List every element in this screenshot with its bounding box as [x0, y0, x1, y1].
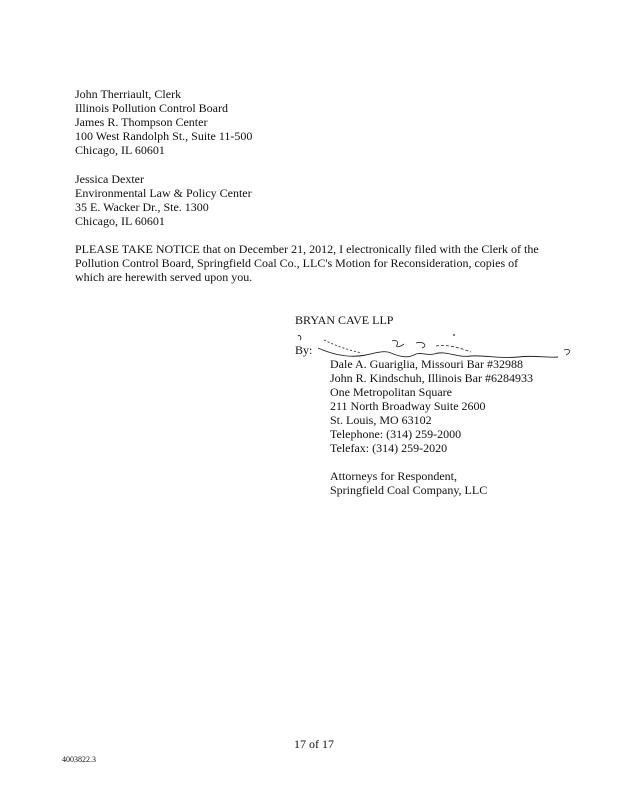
signer-line: 211 North Broadway Suite 2600 — [330, 399, 486, 413]
notice-line: Pollution Control Board, Springfield Coal Co., LLC's Motion for Reconsideration, copies of — [75, 256, 519, 270]
address-line: 100 West Randolph St., Suite 11-500 — [75, 129, 253, 143]
page-number: 17 of 17 — [294, 737, 334, 751]
document-id: 4003822.3 — [62, 755, 96, 764]
signer-line: One Metropolitan Square — [330, 385, 452, 399]
recipient-address-dexter — [75, 172, 252, 228]
address-line: Illinois Pollution Control Board — [75, 101, 229, 115]
notice-paragraph — [75, 242, 565, 284]
signer-line: St. Louis, MO 63102 — [330, 413, 432, 427]
address-line: 35 E. Wacker Dr., Ste. 1300 — [75, 200, 209, 214]
notice-line: which are herewith served upon you. — [75, 270, 253, 284]
address-line: Chicago, IL 60601 — [75, 214, 165, 228]
address-line: James R. Thompson Center — [75, 115, 208, 129]
firm-name: BRYAN CAVE LLP — [295, 313, 394, 327]
address-line: Environmental Law & Policy Center — [75, 186, 252, 200]
recipient-address-clerk — [75, 87, 252, 157]
attorneys-for-block — [330, 469, 487, 497]
signer-line: Dale A. Guariglia, Missouri Bar #32988 — [330, 357, 523, 371]
address-line: John Therriault, Clerk — [75, 87, 182, 101]
signer-line: Telefax: (314) 259-2020 — [330, 441, 448, 455]
notice-line: PLEASE TAKE NOTICE that on December 21, 2012, I electronically filed with the Clerk of the — [75, 242, 539, 256]
attorneys-line: Attorneys for Respondent, — [330, 469, 457, 483]
address-line: Chicago, IL 60601 — [75, 143, 165, 157]
signer-line: Telephone: (314) 259-2000 — [330, 427, 462, 441]
address-line: Jessica Dexter — [75, 172, 144, 186]
signer-block — [330, 357, 533, 455]
by-label: By: — [295, 343, 313, 357]
attorneys-line: Springfield Coal Company, LLC — [330, 483, 488, 497]
signer-line: John R. Kindschuh, Illinois Bar #6284933 — [330, 371, 533, 385]
